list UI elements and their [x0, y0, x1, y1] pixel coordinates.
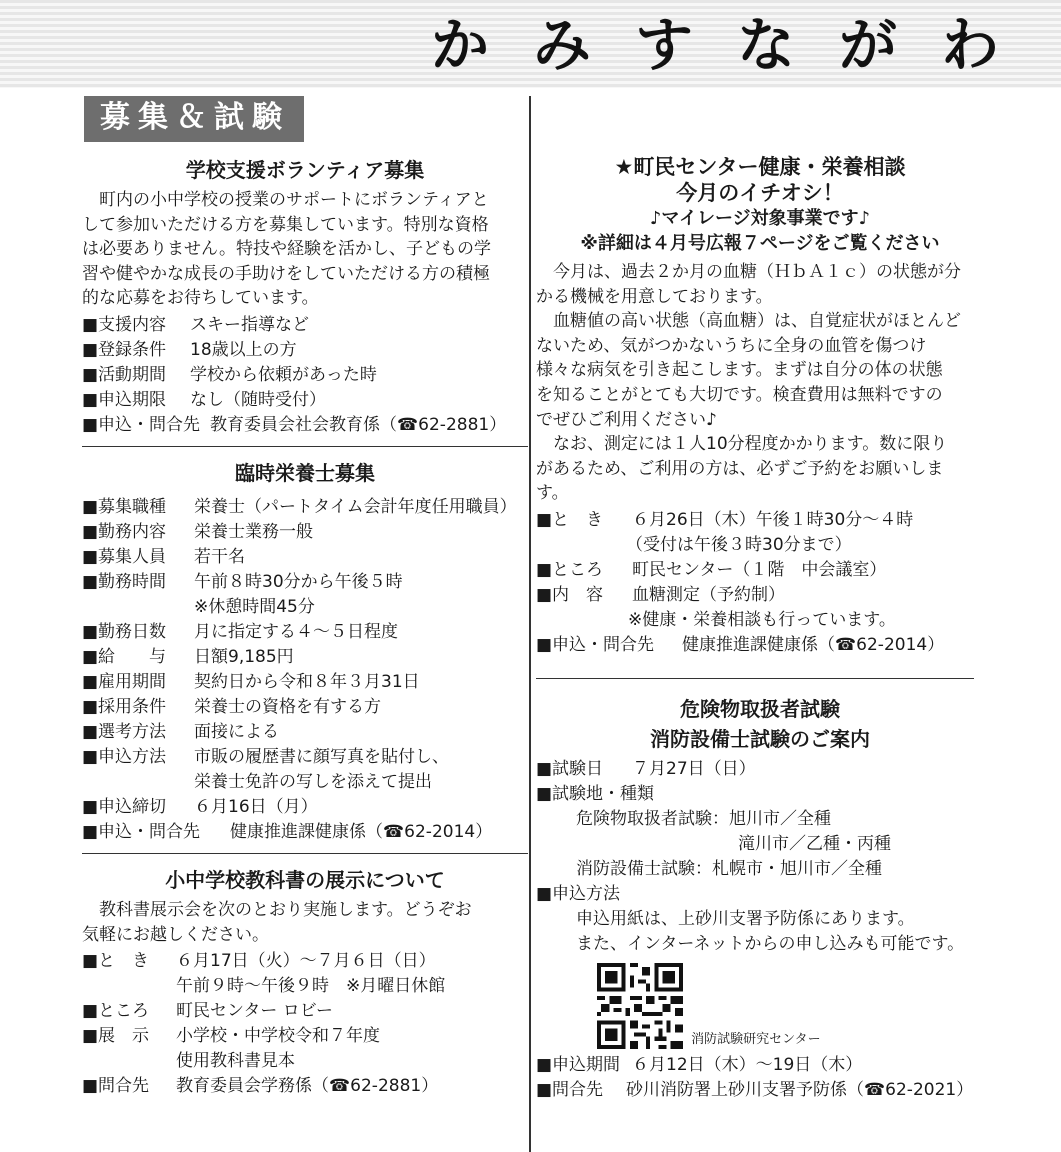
health-when-note: （受付は午後３時30分まで） [626, 534, 852, 555]
details-note: ※詳細は４月号広報７ページをご覧ください [580, 233, 940, 254]
volunteer-row-condition: ■登録条件 18歳以上の方 [82, 339, 297, 360]
textbook-row-when: ■と き ６月17日（火）～７月６日（日） [82, 951, 436, 972]
exam-row-period: ■申込期間 ６月12日（木）～19日（木） [536, 1054, 863, 1075]
health-text-7: でぜひご利用ください♪ [536, 409, 717, 430]
volunteer-title: 学校支援ボランティア募集 [185, 158, 425, 182]
exam-title: 危険物取扱者試験 [680, 696, 840, 721]
nutrition-row-apply: ■申込方法 市販の履歴書に顔写真を貼付し、 [82, 746, 449, 767]
exam-place-label: ■試験地・種類 [536, 783, 655, 804]
exam-method-label: ■申込方法 [536, 883, 621, 904]
nutrition-section [82, 459, 528, 845]
health-text-5: 様々な病気を引き起こします。まずは自分の体の状態 [536, 360, 943, 381]
qr-caption: 消防試験研究センター [691, 1031, 821, 1047]
volunteer-row-deadline: ■申込期限 なし（随時受付） [82, 389, 326, 410]
volunteer-row-content: ■支援内容 スキー指導など [82, 314, 309, 335]
nutrition-row-pay: ■給 与 日額9,185円 [82, 646, 294, 667]
exam-method-2: また、インターネットからの申し込みも可能です。 [576, 933, 965, 954]
textbook-row-where: ■ところ 町民センター ロビー [82, 1001, 334, 1022]
divider-line [536, 678, 974, 679]
column-divider [529, 96, 531, 1152]
health-text-3: 血糖値の高い状態（高血糖）は、自覚症状がほとんど [553, 311, 961, 332]
textbook-when-note: 午前９時～午後９時 ※月曜日休館 [176, 976, 446, 997]
health-text-4: ないため、気がつかないうちに全身の血管を傷つけ [536, 335, 927, 356]
nutrition-break-note: ※休憩時間45分 [194, 596, 315, 617]
masthead-title: かみすながわ [430, 11, 1043, 79]
volunteer-text-5: 的な応募をお待ちしています。 [82, 288, 319, 309]
nutrition-row-work: ■勤務内容 栄養士業務一般 [82, 521, 313, 542]
nutrition-row-number: ■募集人員 若干名 [82, 546, 245, 567]
nutrition-row-days: ■勤務日数 月に指定する４～５日程度 [82, 621, 398, 642]
health-text-6: を知ることがとても大切です。検査費用は無料ですの [536, 384, 943, 405]
health-title: ★町民センター健康・栄養相談 [614, 155, 906, 179]
health-text-2: かる機械を用意しております。 [536, 286, 773, 307]
textbook-display-note: 使用教科書見本 [176, 1051, 295, 1072]
exam-section [536, 695, 984, 1103]
exam-method-1: 申込用紙は、上砂川支署予防係にあります。 [576, 908, 915, 929]
volunteer-text-2: して参加いただける方を募集しています。特別な資格 [82, 214, 489, 235]
textbook-text-2: 気軽にお越しください。 [82, 924, 269, 945]
mileage-note: ♪マイレージ対象事業です♪ [649, 208, 871, 229]
volunteer-text-3: は必要ありません。特技や経験を活かし、子どもの学 [82, 239, 492, 260]
textbook-section [82, 866, 528, 1099]
qr-code-icon[interactable] [596, 963, 684, 1049]
divider-line [82, 446, 528, 447]
divider-line [82, 853, 528, 854]
health-row-content: ■内 容 血糖測定（予約制） [536, 584, 785, 605]
health-text-10: す。 [536, 483, 569, 504]
nutrition-row-requirement: ■採用条件 栄養士の資格を有する方 [82, 696, 381, 717]
nutrition-row-contact: ■申込・問合先 健康推進課健康係（☎62-2014） [82, 821, 493, 842]
exam-row-date: ■試験日 ７月27日（日） [536, 758, 756, 779]
health-text-9: があるため、ご利用の方は、必ずご予約をお願いしま [536, 458, 944, 479]
exam-row-contact: ■問合先 砂川消防署上砂川支署予防係（☎62-2021） [536, 1079, 974, 1100]
nutrition-row-selection: ■選考方法 面接による [82, 721, 279, 742]
volunteer-section [82, 156, 528, 438]
right-column [536, 96, 984, 1103]
volunteer-row-period: ■活動期間 学校から依頼があった時 [82, 364, 377, 385]
nutrition-row-deadline: ■申込締切 ６月16日（月） [82, 796, 318, 817]
left-column [82, 96, 528, 1099]
header-band [0, 0, 1061, 88]
textbook-title: 小中学校教科書の展示について [165, 867, 445, 892]
nutrition-row-hours: ■勤務時間 午前８時30分から午後５時 [82, 571, 403, 592]
health-content-note: ※健康・栄養相談も行っています。 [628, 609, 896, 630]
health-row-where: ■ところ 町民センター（１階 中会議室） [536, 559, 887, 580]
volunteer-text-4: 習や健やかな成長の手助けをしていただける方の積極 [82, 263, 490, 284]
textbook-row-contact: ■問合先 教育委員会学務係（☎62-2881） [82, 1076, 439, 1097]
nutrition-row-employment: ■雇用期間 契約日から令和８年３月31日 [82, 671, 420, 692]
nutrition-title: 臨時栄養士募集 [235, 460, 375, 485]
health-text-8: なお、測定には１人10分程度かかります。数に限り [553, 434, 948, 455]
exam-place-2: 滝川市／乙種・丙種 [738, 833, 891, 854]
nutrition-apply-note: 栄養士免許の写しを添えて提出 [194, 771, 432, 792]
qr-block [536, 963, 984, 1051]
health-section [536, 154, 984, 658]
volunteer-text-1: 町内の小中学校の授業のサポートにボランティアと [99, 190, 489, 210]
exam-subtitle: 消防設備士試験のご案内 [650, 726, 870, 751]
health-text-1: 今月は、過去２か月の血糖（ＨｂＡ１ｃ）の状態が分 [553, 262, 961, 282]
nutrition-row-type: ■募集職種 栄養士（パートタイム会計年度任用職員） [82, 496, 517, 517]
health-row-contact: ■申込・問合先 健康推進課健康係（☎62-2014） [536, 634, 945, 655]
category-badge: 募集＆試験 [84, 96, 304, 142]
textbook-row-display: ■展 示 小学校・中学校令和７年度 [82, 1026, 380, 1047]
exam-place-3: 消防設備士試験：札幌市・旭川市／全種 [576, 858, 882, 879]
health-row-when: ■と き ６月26日（木）午後１時30分～４時 [536, 509, 914, 530]
volunteer-row-contact: ■申込・問合先 教育委員会社会教育係（☎62-2881） [82, 414, 507, 435]
exam-place-1: 危険物取扱者試験：旭川市／全種 [576, 808, 831, 829]
health-subtitle: 今月のイチオシ！ [676, 181, 844, 205]
textbook-text-1: 教科書展示会を次のとおり実施します。どうぞお [99, 899, 472, 920]
